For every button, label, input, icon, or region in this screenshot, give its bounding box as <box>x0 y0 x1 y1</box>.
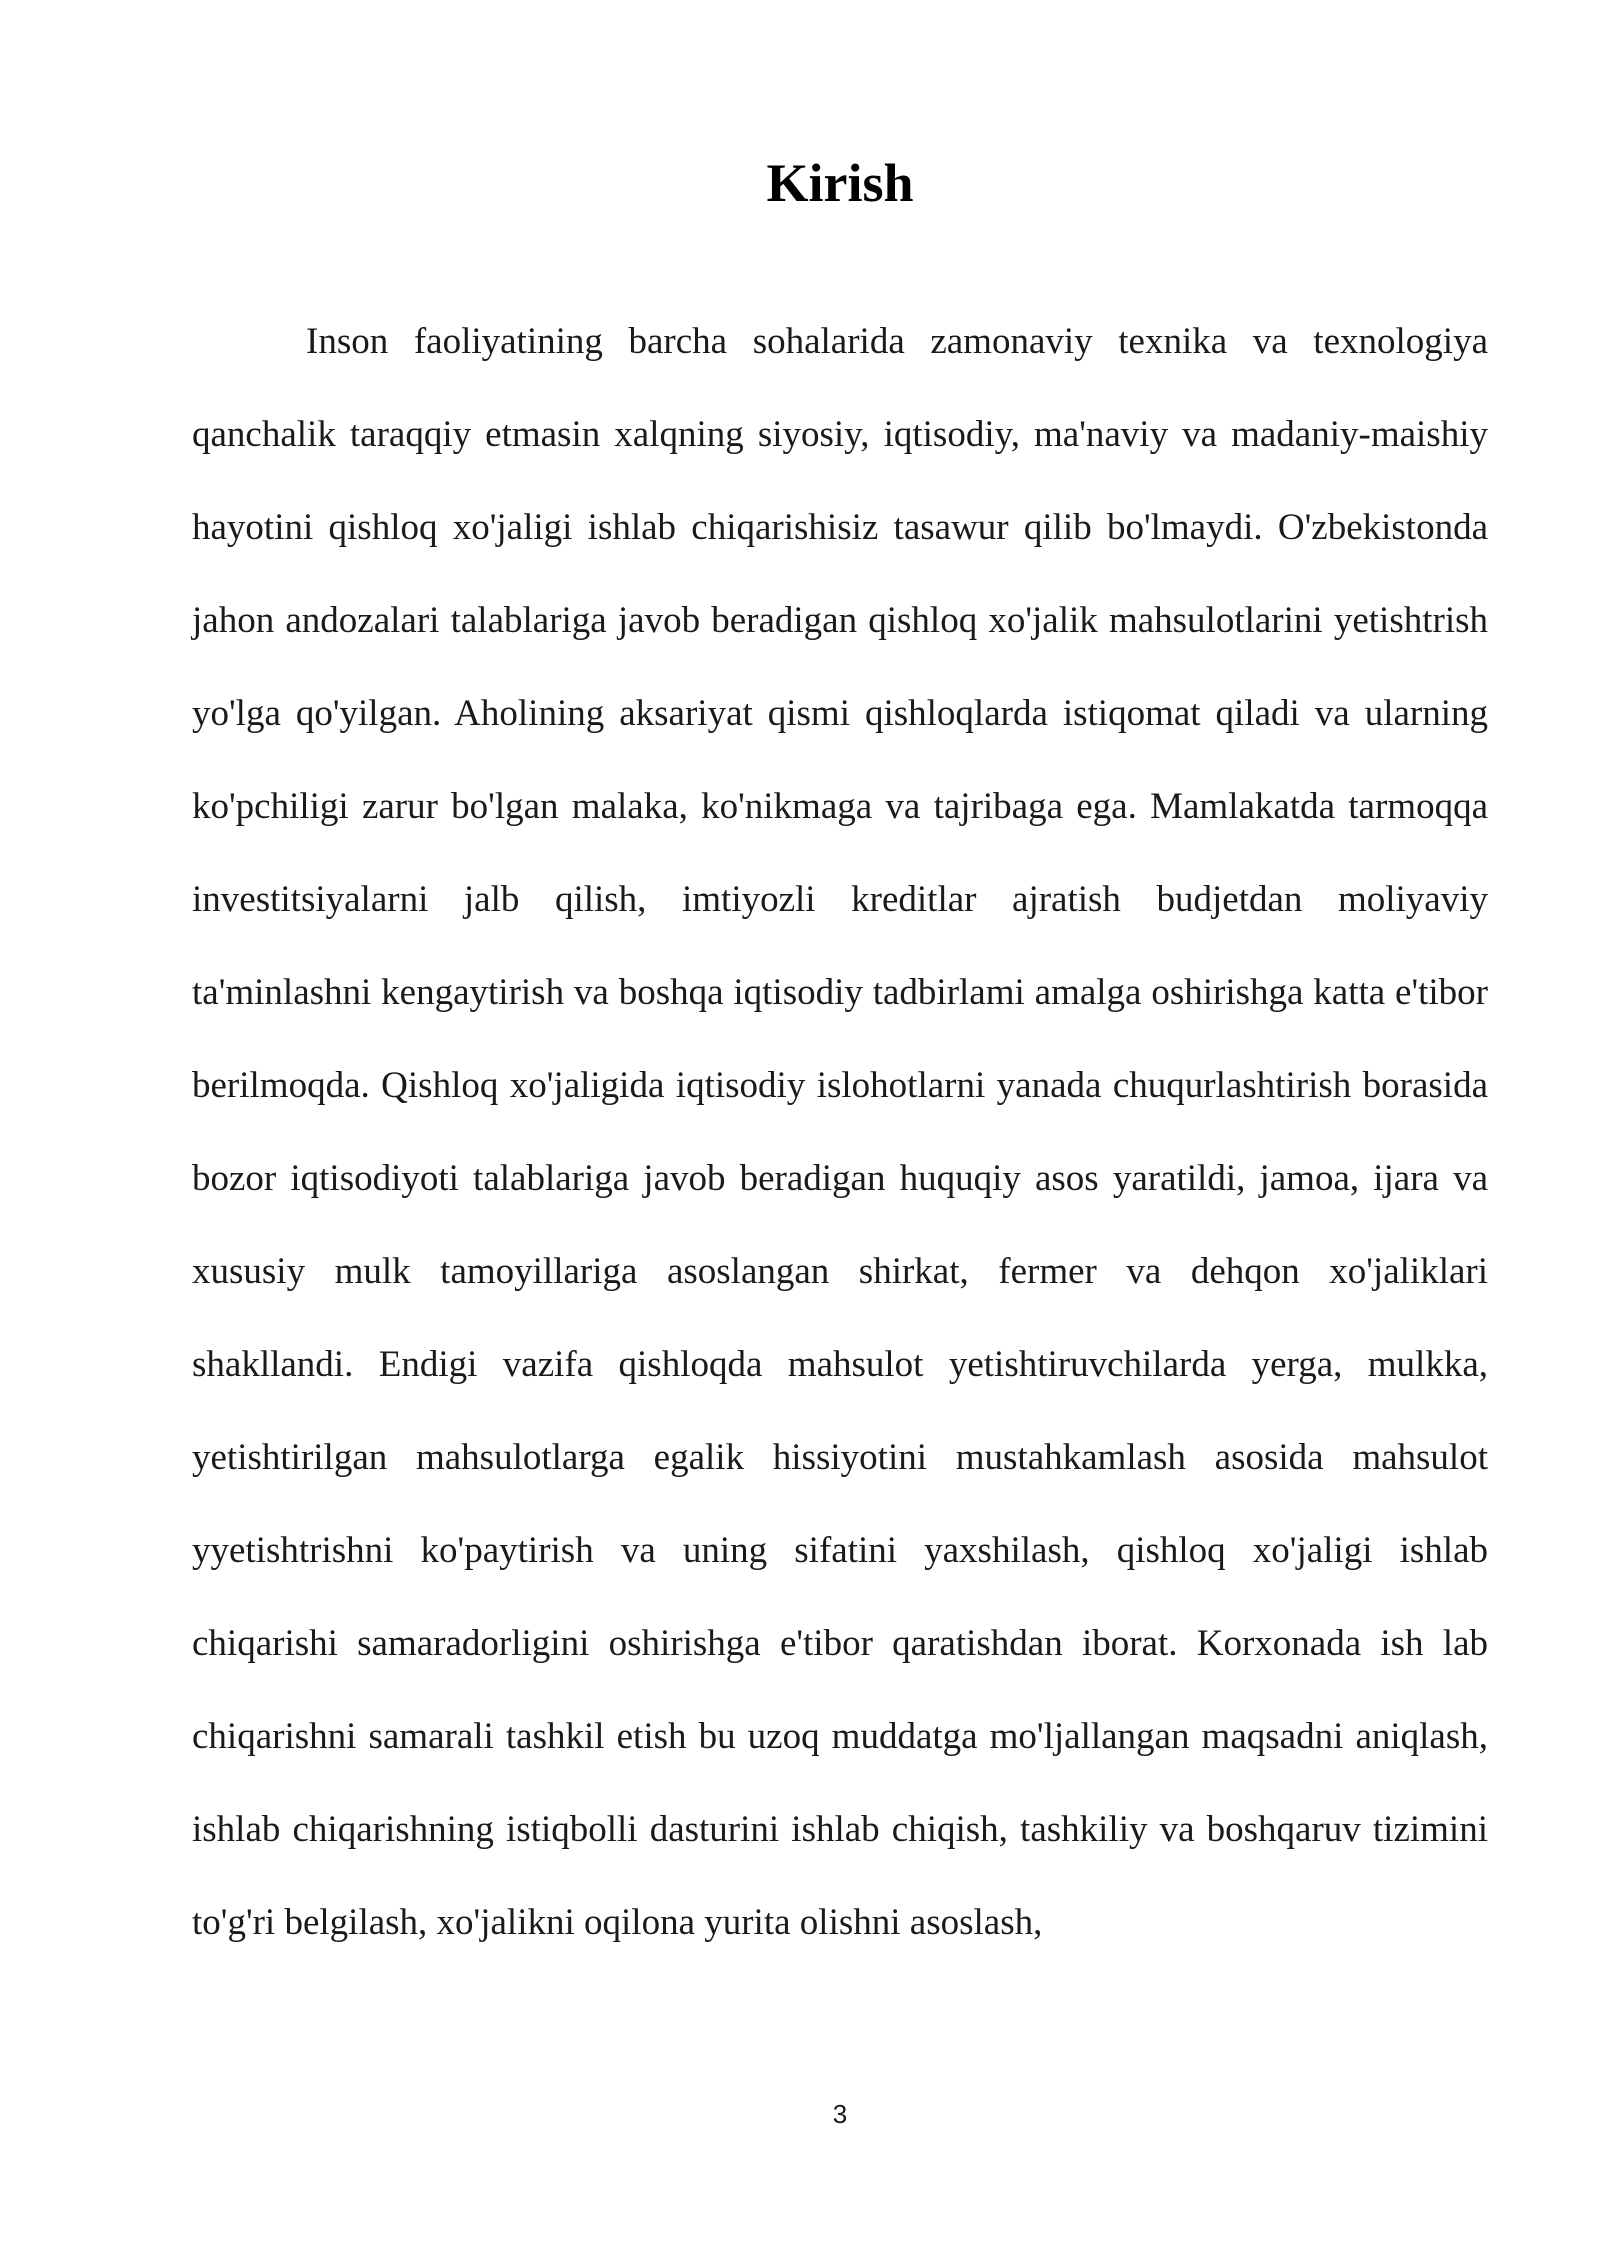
page-title: Kirish <box>766 153 914 213</box>
body-paragraph: Inson faoliyatining barcha sohalarida zamonaviy texnika va texnologiya qanchalik taraqqiy etmasin xalqning siyosiy, iqtisodiy, ma'naviy va madaniy-maishiy hayotini qishloq xo'jaligi ishlab chiqarishisiz tasawur qilib bo'lmaydi. O'zbekistonda jahon andozalari talablariga javob beradigan qishloq xo'jalik mahsulotlarini yetishtrish yo'lga qo'yilgan. Aholining aksariyat qismi qishloqlarda istiqomat qiladi va ularning ko'pchiligi zarur bo'lgan malaka, ko'nikmaga va tajribaga ega. Mamlakatda tarmoqqa investitsiyalarni jalb qilish, imtiyozli kreditlar ajratish budjetdan moliyaviy ta'minlashni kengaytirish va boshqa iqtisodiy tadbirlami amalga oshirishga katta e'tibor berilmoqda. Qishloq xo'jaligida iqtisodiy islohotlarni yanada chuqurlashtirish borasida bozor iqtisodiyoti talablariga javob beradigan huquqiy asos yaratildi, jamoa, ijara va xususiy mulk tamoyillariga asoslangan shirkat, fermer va dehqon xo'jaliklari shakllandi. Endigi vazifa qishloqda mahsulot yetishtiruvchilarda yerga, mulkka, yetishtirilgan mahsulotlarga egalik hissiyotini mustahkamlash asosida mahsulot yyetishtrishni ko'paytirish va uning sifatini yaxshilash, qishloq xo'jaligi ishlab chiqarishi samaradorligini oshirishga e'tibor qaratishdan iborat. Korxonada ish lab chiqarishni samarali tashkil etish bu uzoq muddatga mo'ljallangan maqsadni aniqlash, ishlab chiqarishning istiqbolli dasturini ishlab chiqish, tashkiliy va boshqaruv tizimini to'g'ri belgilash, xo'jalikni oqilona yurita olishni asoslash, <box>192 321 1488 1943</box>
page-number: 3 <box>832 2099 848 2129</box>
